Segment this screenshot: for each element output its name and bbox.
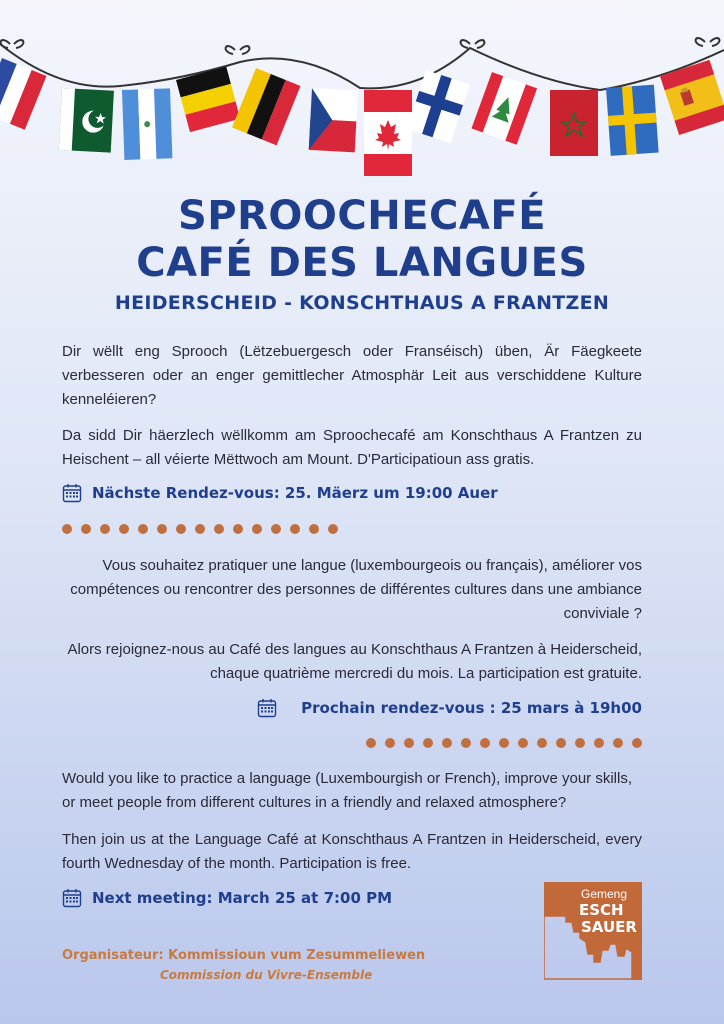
flag-czech [309, 88, 358, 152]
fr-next-meeting [257, 698, 642, 718]
en-meeting-text: Next meeting: March 25 at 7:00 PM [92, 889, 393, 907]
calendar-icon [62, 888, 82, 908]
flag-nicaragua [122, 88, 172, 160]
calendar-icon [257, 698, 277, 718]
en-next-meeting [62, 888, 392, 908]
logo-line-3: SAUER [581, 918, 637, 936]
en-paragraph-1: Would you like to practice a language (Luxembourgish or French), improve your skills, or meet people from different cultures in a friendly and relaxed atmosphere? [62, 770, 632, 811]
logo-line-2: ESCH [579, 901, 624, 919]
calendar-icon [62, 483, 82, 503]
flag-canada [364, 90, 412, 176]
dot-divider-1 [62, 524, 338, 534]
flag-morocco [550, 90, 598, 156]
logo-line-1: Gemeng [581, 887, 628, 901]
flag-pakistan [59, 88, 114, 153]
lu-next-meeting [62, 483, 498, 503]
flag-sweden [606, 85, 659, 156]
fr-paragraph-2: Alors rejoignez-nous au Café des langues au Konschthaus A Frantzen à Heiderscheid, chaque quatrième mercredi du mois. La participation est gratuite. [67, 641, 642, 682]
lu-paragraph-2: Da sidd Dir häerzlech wëllkomm am Sproochecafé am Konschthaus A Frantzen zu Heischent – all véierte Mëttwoch am Mount. D'Participatioun ass gratis. [62, 427, 642, 468]
subtitle-location: HEIDERSCHEID - KONSCHTHAUS A FRANTZEN [114, 292, 610, 314]
lu-paragraph-1: Dir wëllt eng Sprooch (Lëtzebuergesch oder Franséisch) üben, Är Fäegkeete verbesseren oder an enger gemittlecher Atmosphär Leit aus verschiddene Kulture kenneléieren? [62, 343, 642, 408]
organizer-fr: Commission du Vivre-Ensemble [160, 968, 373, 982]
flag-lebanon [471, 72, 537, 145]
dot-divider-2 [366, 738, 642, 748]
flag-germany [232, 68, 300, 145]
title-line-2: CAFÉ DES LANGUES [136, 240, 588, 286]
string-bows [1, 38, 720, 54]
fr-meeting-text: Prochain rendez-vous : 25 mars à 19h00 [301, 699, 642, 717]
title-line-1: SPROOCHECAFÉ [177, 193, 547, 239]
organizer-lu: Organisateur: Kommissioun vum Zesummeliewen [62, 948, 426, 963]
lu-meeting-text: Nächste Rendez-vous: 25. Mäerz um 19:00 Auer [92, 484, 498, 502]
en-paragraph-2: Then join us at the Language Café at Konschthaus A Frantzen in Heiderscheid, every fourth Wednesday of the month. Participation is free. [62, 831, 642, 872]
fr-paragraph-1: Vous souhaitez pratiquer une langue (luxembourgeois ou français), améliorer vos compétences ou rencontrer des personnes de différentes cultures dans une ambiance conviviale ? [70, 557, 642, 622]
flag-bunting [0, 0, 724, 185]
esch-sauer-logo [544, 882, 642, 980]
